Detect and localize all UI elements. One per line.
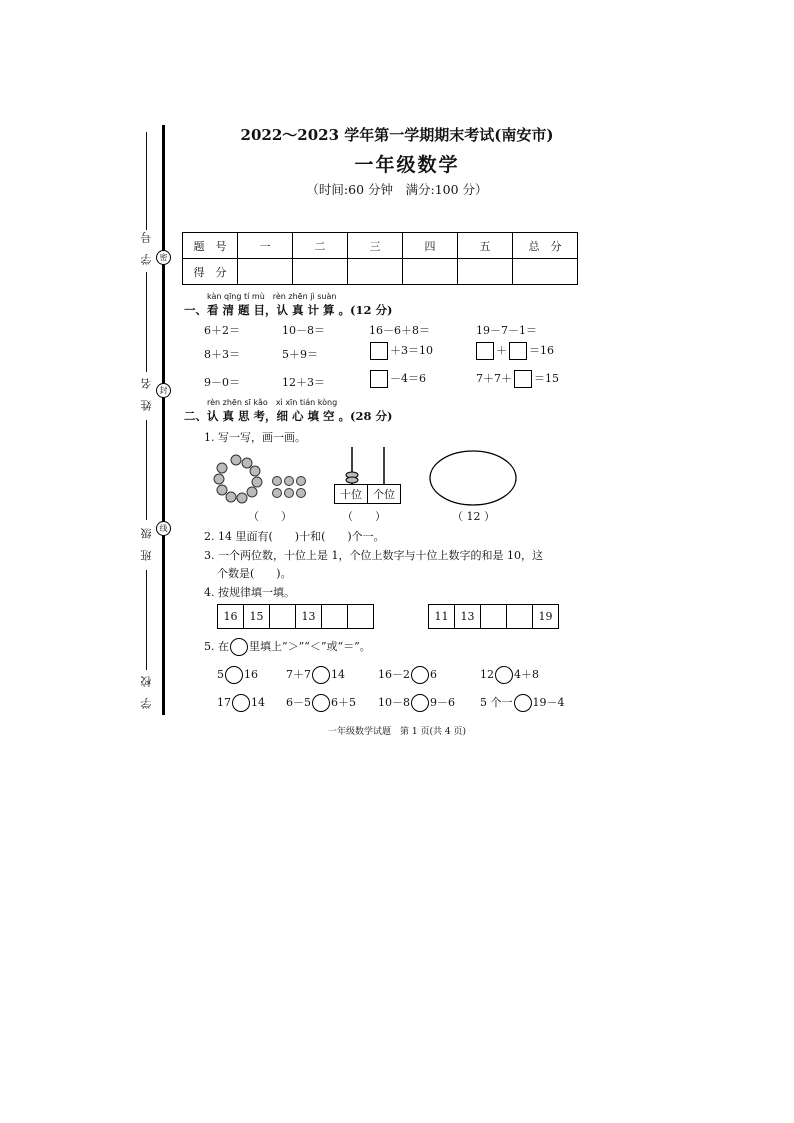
- score-table: [182, 232, 578, 285]
- score-header-cell: 一: [238, 233, 293, 259]
- section2-title: 二、认 真 思 考，细 心 填 空 。(28 分): [184, 409, 393, 423]
- seal-mark: 封: [156, 383, 171, 398]
- score-cell[interactable]: [348, 259, 403, 285]
- score-cell[interactable]: [293, 259, 348, 285]
- calc-item: 10－8＝: [282, 324, 325, 337]
- score-header-cell: 总 分: [513, 233, 578, 259]
- sequence-cell: 13: [455, 605, 481, 629]
- seal-mark: 线: [156, 521, 171, 536]
- calc-item-box: ＋ ＝16: [474, 342, 554, 360]
- binding-line: [162, 125, 165, 715]
- answer-paren[interactable]: （ ）: [342, 510, 386, 523]
- question-1: 1. 写一写，画一画。: [204, 431, 306, 444]
- compare-circle[interactable]: [225, 666, 243, 684]
- score-cell[interactable]: [238, 259, 293, 285]
- binding-label-school: 学 校: [140, 676, 153, 709]
- calc-item: 5＋9＝: [282, 348, 318, 361]
- binding-label-student-id: 学 号: [140, 232, 153, 265]
- answer-box[interactable]: [509, 342, 527, 360]
- calc-item: 6＋2＝: [204, 324, 240, 337]
- subject-title: 一年级数学: [354, 154, 460, 176]
- abacus-figure: [334, 447, 404, 487]
- calc-item-box: －4＝6: [368, 370, 426, 388]
- sequence-cell[interactable]: [481, 605, 507, 629]
- compare-item: 6－5 6＋5: [286, 694, 356, 712]
- oval-value: （ 12 ）: [452, 510, 495, 523]
- compare-circle[interactable]: [232, 694, 250, 712]
- drawing-oval[interactable]: [428, 449, 518, 509]
- calc-item: 9－0＝: [204, 376, 240, 389]
- compare-item: 5 16: [217, 666, 258, 684]
- compare-circle[interactable]: [312, 694, 330, 712]
- calc-item: 19－7－1＝: [476, 324, 537, 337]
- sequence-cell[interactable]: [270, 605, 296, 629]
- sequence-cell[interactable]: [322, 605, 348, 629]
- tens-label: 十位: [335, 485, 368, 504]
- section2-pinyin: rèn zhēn sī kǎo xì xīn tián kòng: [207, 398, 338, 407]
- calc-item-box: 7＋7＋ ＝15: [476, 370, 559, 388]
- binding-label-name: 姓 名: [140, 378, 153, 411]
- compare-circle[interactable]: [411, 666, 429, 684]
- score-cell[interactable]: [458, 259, 513, 285]
- compare-item: 10－8 9－6: [378, 694, 455, 712]
- compare-item: 7＋7 14: [286, 666, 345, 684]
- section1-title: 一、看 清 题 目，认 真 计 算 。(12 分): [184, 303, 393, 317]
- sequence-cell[interactable]: [348, 605, 374, 629]
- compare-item: 16－2 6: [378, 666, 437, 684]
- binding-rule: [146, 570, 147, 670]
- answer-paren[interactable]: （ ）: [248, 510, 292, 523]
- compare-circle[interactable]: [312, 666, 330, 684]
- answer-box[interactable]: [370, 342, 388, 360]
- calc-item: 12＋3＝: [282, 376, 325, 389]
- score-header-cell: 五: [458, 233, 513, 259]
- compare-circle[interactable]: [411, 694, 429, 712]
- calc-item: 16－6＋8＝: [369, 324, 430, 337]
- sequence-row-2: [428, 604, 559, 629]
- section1-pinyin: kàn qīng tí mù rèn zhēn jì suàn: [207, 292, 337, 301]
- score-header-cell: 题 号: [183, 233, 238, 259]
- compare-circle[interactable]: [495, 666, 513, 684]
- ones-label: 个位: [368, 485, 401, 504]
- compare-item: 17 14: [217, 694, 265, 712]
- sequence-cell: 16: [218, 605, 244, 629]
- sequence-cell: 19: [533, 605, 559, 629]
- page-footer: 一年级数学试题 第 1 页(共 4 页): [328, 727, 466, 737]
- calc-item: 8＋3＝: [204, 348, 240, 361]
- score-cell[interactable]: [513, 259, 578, 285]
- question-4: 4. 按规律填一填。: [204, 586, 295, 599]
- seal-mark: 密: [156, 250, 171, 265]
- question-3-line1: 3. 一个两位数，十位上是 1，个位上数字与十位上数字的和是 10，这: [204, 549, 543, 562]
- question-2: 2. 14 里面有( )十和( )个一。: [204, 530, 385, 543]
- calc-item-box: ＋3＝10: [368, 342, 433, 360]
- question-5: 5. 在 里填上“＞”“＜”或“＝”。: [204, 638, 371, 656]
- compare-item: 12 4＋8: [480, 666, 539, 684]
- compare-circle[interactable]: [514, 694, 532, 712]
- sequence-cell: 13: [296, 605, 322, 629]
- sequence-cell[interactable]: [507, 605, 533, 629]
- binding-rule: [146, 420, 147, 520]
- binding-rule: [146, 272, 147, 372]
- score-header-cell: 二: [293, 233, 348, 259]
- circle-icon: [230, 638, 248, 656]
- compare-item: 5 个一 19－4: [480, 694, 565, 712]
- score-header-cell: 三: [348, 233, 403, 259]
- binding-rule: [146, 132, 147, 230]
- exam-title: 2022～2023 学年第一学期期末考试(南安市): [240, 126, 554, 144]
- answer-box[interactable]: [476, 342, 494, 360]
- answer-box[interactable]: [514, 370, 532, 388]
- time-info: （时间:60 分钟 满分:100 分）: [306, 182, 488, 197]
- beads-figure: [212, 453, 312, 505]
- question-3-line2: 个数是( )。: [217, 567, 292, 580]
- score-cell[interactable]: [403, 259, 458, 285]
- answer-box[interactable]: [370, 370, 388, 388]
- abacus-place-table: [334, 484, 401, 504]
- sequence-cell: 11: [429, 605, 455, 629]
- binding-label-class: 班 级: [140, 528, 153, 561]
- score-header-cell: 四: [403, 233, 458, 259]
- sequence-row-1: [217, 604, 374, 629]
- sequence-cell: 15: [244, 605, 270, 629]
- score-row-label: 得 分: [183, 259, 238, 285]
